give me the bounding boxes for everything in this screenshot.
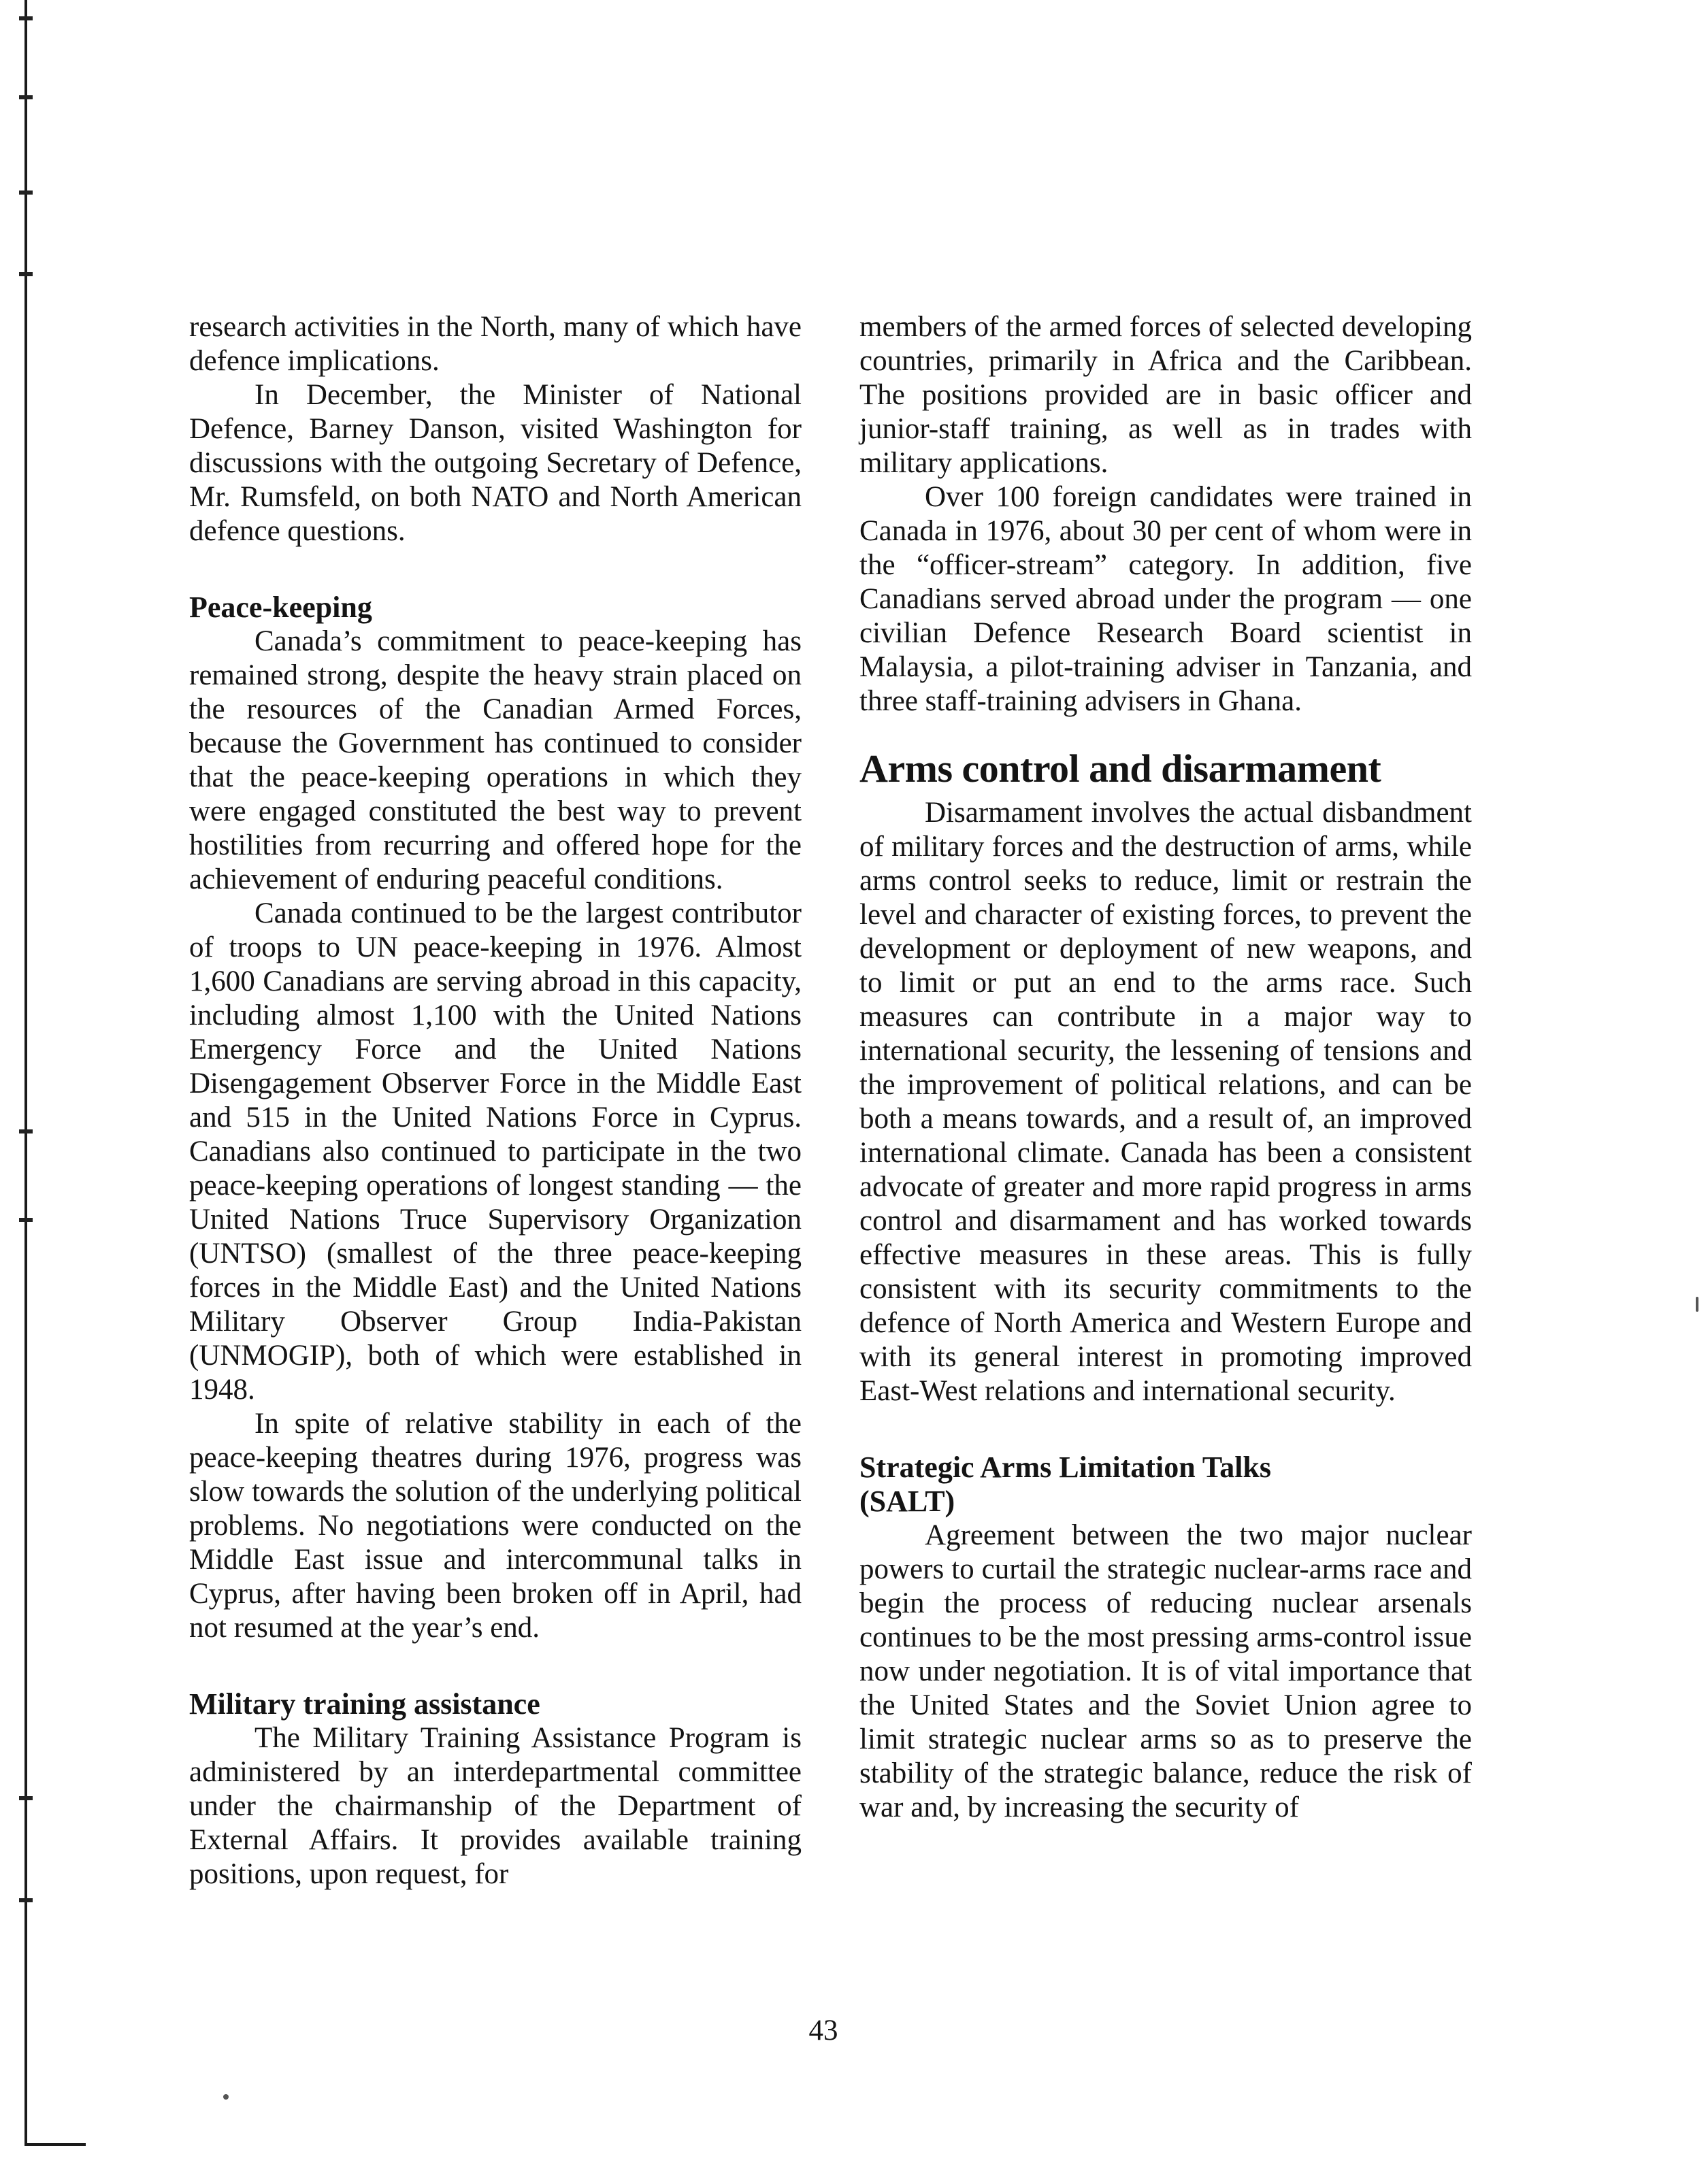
binding-mark — [19, 16, 33, 20]
subheading-salt-line2: (SALT) — [859, 1485, 955, 1518]
scan-speck — [1696, 1297, 1698, 1312]
paragraph: In spite of relative stability in each of the peace-keeping theatres during 1976, progress was slow towards the solution of the underlying political problems. No negotiations were conducted on the Middle East issue and intercommunal talks in Cyprus, after having been broken off in April, had not resumed at the year’s end. — [189, 1408, 802, 1644]
paragraph: Canada’s commitment to peace-keeping has remained strong, despite the heavy strain placed on the resources of the Canadian Armed Forces, because the Government has continued to consider that the peace-keeping operations in which they were engaged constituted the best way to prevent hostilities from recurring and offered hope for the achievement of enduring peaceful conditions. — [189, 625, 802, 895]
paragraph: In December, the Minister of National Defence, Barney Danson, visited Washington for discussions with the outgoing Secretary of Defence, Mr. Rumsfeld, on both NATO and North American defence questions. — [189, 379, 802, 547]
paragraph: Over 100 foreign candidates were trained in Canada in 1976, about 30 per cent of whom were in the “officer-stream” category. In addition, five Canadians served abroad under the program — one civilian Defence Research Board scientist in Malaysia, a pilot-training adviser in Tanzania, and three staff-training advisers in Ghana. — [859, 481, 1472, 717]
left-column — [189, 310, 802, 1891]
right-column — [859, 310, 1472, 1825]
binding-mark — [19, 272, 33, 276]
paragraph: Agreement between the two major nuclear powers to curtail the strategic nuclear-arms race and begin the process of reducing nuclear arsenals continues to be the most pressing arms-control issue now under negotiation. It is of vital importance that the United States and the Soviet Union agree to limit strategic nuclear arms so as to preserve the stability of the strategic balance, reduce the risk of war and, by increasing the security of — [859, 1519, 1472, 1823]
binding-mark — [19, 1898, 33, 1902]
binding-corner-line — [24, 2143, 86, 2146]
page-number: 43 — [808, 2015, 838, 2047]
paragraph: members of the armed forces of selected developing countries, primarily in Africa and the Caribbean. The positions provided are in basic officer and junior-staff training, as well as in trades with military applications. — [859, 311, 1472, 479]
subheading-salt-line1: Strategic Arms Limitation Talks — [859, 1451, 1272, 1484]
binding-mark — [19, 1218, 33, 1222]
binding-mark — [19, 1129, 33, 1133]
subheading-peace-keeping: Peace-keeping — [189, 591, 372, 624]
subheading-military-training: Military training assistance — [189, 1687, 540, 1721]
section-heading-arms-control: Arms control and disarmament — [859, 746, 1381, 791]
paragraph: Disarmament involves the actual disbandment of military forces and the destruction of arms, while arms control seeks to reduce, limit or restrain the level and character of existing forces, to prevent the development or deployment of new weapons, and to limit or put an end to the arms race. Such measures can contribute in a major way to international security, the lessening of tensions and the improvement of political relations, and can be both a means towards, and a result of, an improved international climate. Canada has been a consistent advocate of greater and more rapid progress in arms control and disarmament and has worked towards effective measures in these areas. This is fully consistent with its security commitments to the defence of North America and Western Europe and with its general interest in promoting improved East-West relations and international security. — [859, 797, 1472, 1407]
binding-edge-line — [24, 0, 27, 2143]
binding-mark — [19, 191, 33, 195]
scan-speck — [223, 2094, 229, 2100]
paragraph: Canada continued to be the largest contributor of troops to UN peace-keeping in 1976. Almost 1,600 Canadians are serving abroad in this capacity, including almost 1,100 with the United Nations Emergency Force and the United Nations Disengagement Observer Force in the Middle East and 515 in the United Nations Force in Cyprus. Canadians also continued to participate in the two peace-keeping operations of longest standing — the United Nations Truce Supervisory Organization (UNTSO) (smallest of the three peace-keeping forces in the Middle East) and the United Nations Military Observer Group India-Pakistan (UNMOGIP), both of which were established in 1948. — [189, 897, 802, 1406]
binding-mark — [19, 1796, 33, 1800]
paragraph: The Military Training Assistance Program is administered by an interdepartmental committee under the chairmanship of the Department of External Affairs. It provides available training positions, upon request, for — [189, 1722, 802, 1890]
paragraph: research activities in the North, many of which have defence implications. — [189, 311, 802, 377]
subheading-salt — [859, 1451, 1472, 1519]
binding-mark — [19, 95, 33, 99]
